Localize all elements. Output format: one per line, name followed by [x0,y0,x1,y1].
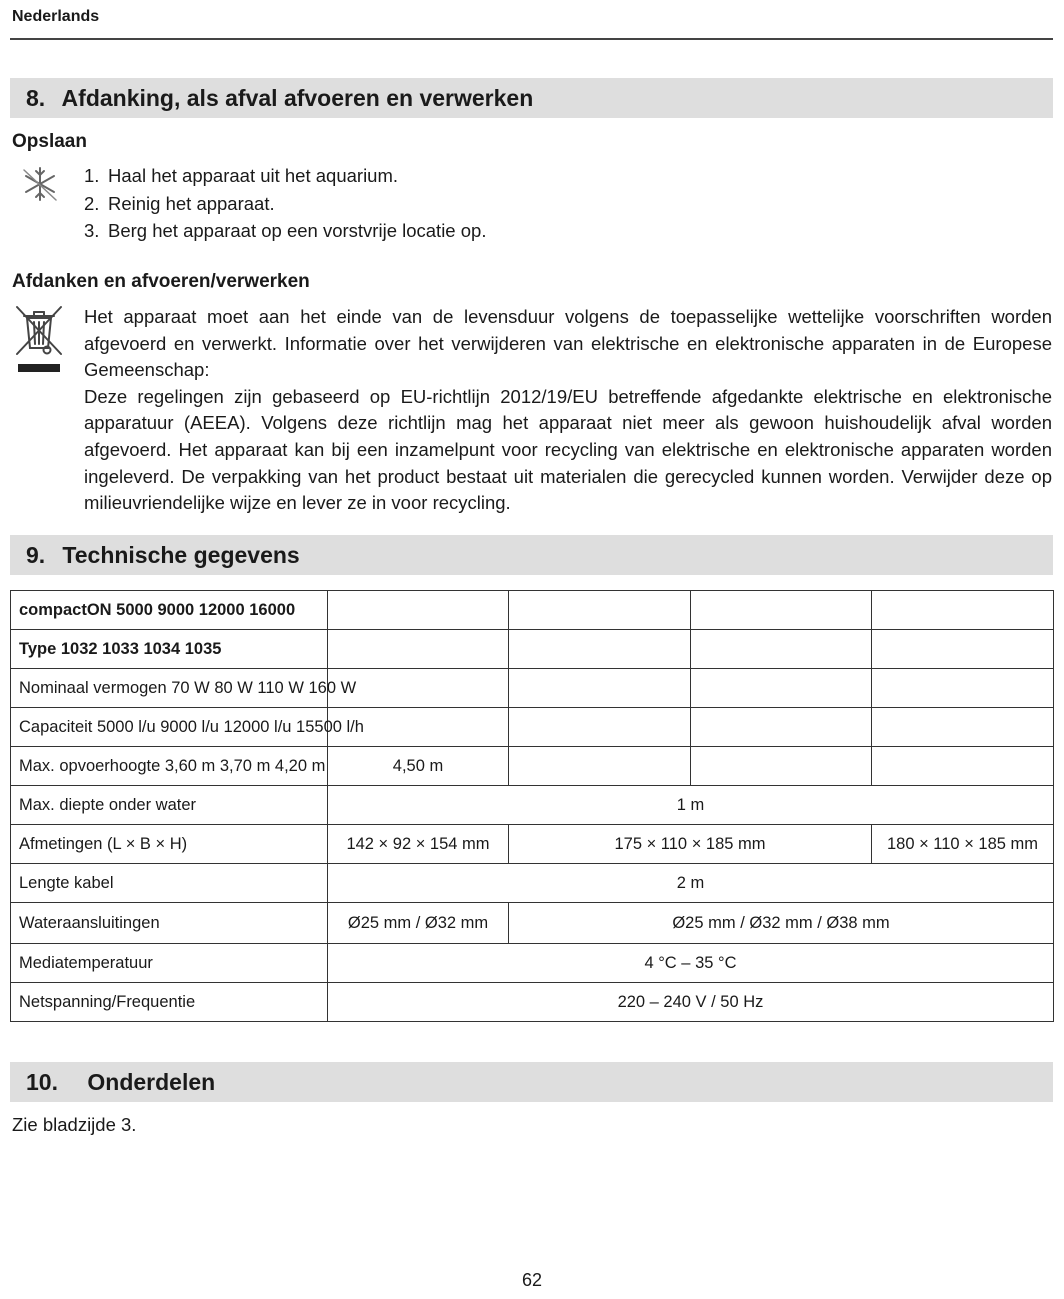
table-cell: compactON 5000 9000 12000 16000 [11,591,328,630]
storage-steps [84,162,486,245]
table-cell: 175 × 110 × 185 mm [509,825,872,864]
storage-heading: Opslaan [12,131,87,152]
table-cell: Max. opvoerhoogte 3,60 m 3,70 m 4,20 m [11,747,328,786]
table-row [11,786,1054,825]
table-cell: Wateraansluitingen [11,903,328,944]
table-cell: Afmetingen (L × B × H) [11,825,328,864]
disposal-text [84,304,1052,517]
table-cell: Nominaal vermogen 70 W 80 W 110 W 160 W [11,669,328,708]
section-9-title: Technische gegevens [62,542,300,568]
disposal-heading: Afdanken en afvoeren/verwerken [12,271,310,292]
table-row [11,669,1054,708]
header-language: Nederlands [12,8,100,25]
table-cell: Ø25 mm / Ø32 mm [328,903,509,944]
table-row [11,825,1054,864]
table-cell: Ø25 mm / Ø32 mm / Ø38 mm [509,903,1054,944]
section-9-number: 9. [26,542,46,568]
table-cell: 1 m [328,786,1054,825]
table-cell: 4 °C – 35 °C [328,944,1054,983]
header-divider [10,38,1053,40]
table-row [11,903,1054,944]
table-row [11,944,1054,983]
parts-reference-text: Zie bladzijde 3. [12,1114,137,1135]
list-item: 2. Reinig het apparaat. [84,192,275,214]
section-10-title: Onderdelen [87,1069,216,1095]
table-cell: 220 – 240 V / 50 Hz [328,983,1054,1022]
table-row [11,630,1054,669]
list-item: 1. Haal het apparaat uit het aquarium. [84,165,399,186]
frost-free-icon [20,164,60,204]
table-cell: 4,50 m [328,747,509,786]
section-8-number: 8. [26,85,46,111]
table-cell: Netspanning/Frequentie [11,983,328,1022]
section-10-heading [10,1062,1053,1102]
disposal-paragraph-1: Het apparaat moet aan het einde van de levensduur volgens de toepasselijke wettelijke voorschriften worden afgevoerd en verwerkt. Informatie over het verwijderen van elektrische en elektronische apparaten in de Europese Gemeenschap: [84,306,1052,381]
page-number: 62 [521,1270,543,1290]
technical-data-table [10,590,1054,1022]
table-row [11,864,1054,903]
table-row [11,983,1054,1022]
table-row [11,591,1054,630]
table-cell: Mediatemperatuur [11,944,328,983]
section-9-heading [10,535,1053,575]
disposal-paragraph-2: Deze regelingen zijn gebaseerd op EU-richtlijn 2012/19/EU betreffende afgedankte elektrische en elektronische apparatuur (AEEA). Volgens deze richtlijn mag het apparaat niet meer als gewoon huishoudelijk afval worden afgevoerd. Het apparaat kan bij een inzamelpunt voor recycling van elektrische en elektronische apparaten worden ingeleverd. De verpakking van het product bestaat uit materialen die gerecycled kunnen worden. Verwijder deze op milieuvriendelijke wijze en lever ze in voor recycling. [84,385,1052,514]
weee-crossed-bin-icon [14,304,64,376]
list-item: 3. Berg het apparaat op een vorstvrije locatie op. [84,220,487,241]
section-10-number: 10. [26,1069,58,1095]
table-cell: Capaciteit 5000 l/u 9000 l/u 12000 l/u 15500 l/h [11,708,328,747]
table-row [11,708,1054,747]
section-8-heading [10,78,1053,118]
table-cell: 2 m [328,864,1054,903]
table-cell: Lengte kabel [11,864,328,903]
table-cell: Type 1032 1033 1034 1035 [11,630,328,669]
table-cell: 180 × 110 × 185 mm [872,825,1054,864]
table-cell: 142 × 92 × 154 mm [328,825,509,864]
table-row [11,747,1054,786]
table-cell: Max. diepte onder water [11,786,328,825]
section-8-title: Afdanking, als afval afvoeren en verwerken [61,85,534,111]
